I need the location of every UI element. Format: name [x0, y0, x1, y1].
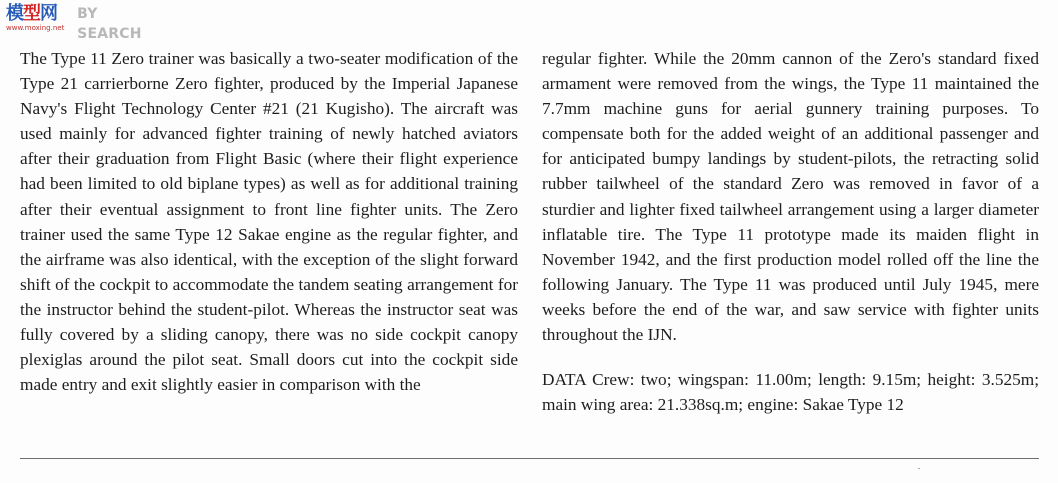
scan-speck: [918, 468, 920, 469]
watermark: [6, 3, 166, 42]
watermark-logo-char-1: 模: [6, 3, 23, 24]
watermark-url: www.moxing.net: [6, 24, 65, 32]
watermark-logo: [6, 4, 69, 32]
left-column-paragraph: The Type 11 Zero trainer was basically a two-seater modification of the Type 21 carrierborne Zero fighter, produced by the Imperial Japanese Navy's Flight Technology Center #21 (21 Kugisho). The aircraft was used mainly for advanced fighter training of newly hatched aviators after their graduation from Flight Basic (where their flight experience had been limited to old biplane types) as well as for additional training after their eventual assignment to front line fighter units. The Zero trainer used the same Type 12 Sakae engine as the regular fighter, and the airframe was also identical, with the exception of the slight forward shift of the cockpit to accommodate the tandem seating arrangement for the instructor behind the student-pilot. Whereas the instructor seat was fully covered by a sliding canopy, there was no side cockpit canopy plexiglas around the pilot seat. Small doors cut into the cockpit side made entry and exit slightly easier in comparison with the: [20, 49, 518, 395]
bottom-divider: [20, 458, 1039, 459]
data-specifications: DATA Crew: two; wingspan: 11.00m; length: 9.15m; height: 3.525m; main wing area: 21.338sq.m; engine: Sakae Type 12: [542, 370, 1039, 415]
right-column-paragraph: regular fighter. While the 20mm cannon of the Zero's standard fixed armament were removed from the wings, the Type 11 maintained the 7.7mm machine guns for aerial gunnery training purposes. To compensate both for the added weight of an additional passenger and for anticipated bumpy landings by student-pilots, the retracting solid rubber tailwheel of the standard Zero was removed in favor of a sturdier and lighter fixed tailwheel arrangement using a larger diameter inflatable tire. The Type 11 prototype made its maiden flight in November 1942, and the first production model rolled off the line the following January. The Type 11 was produced until July 1945, mere weeks before the end of the war, and saw service with fighter units throughout the IJN.: [542, 49, 1039, 345]
watermark-logo-text: [6, 4, 69, 24]
watermark-search-label: BY SEARCH: [77, 6, 142, 42]
paragraph-spacer: [542, 347, 1039, 367]
article-left-column: [20, 46, 518, 397]
article-right-column: [542, 46, 1039, 417]
watermark-logo-char-3: 网: [40, 3, 57, 24]
watermark-logo-char-2: 型: [23, 3, 40, 24]
